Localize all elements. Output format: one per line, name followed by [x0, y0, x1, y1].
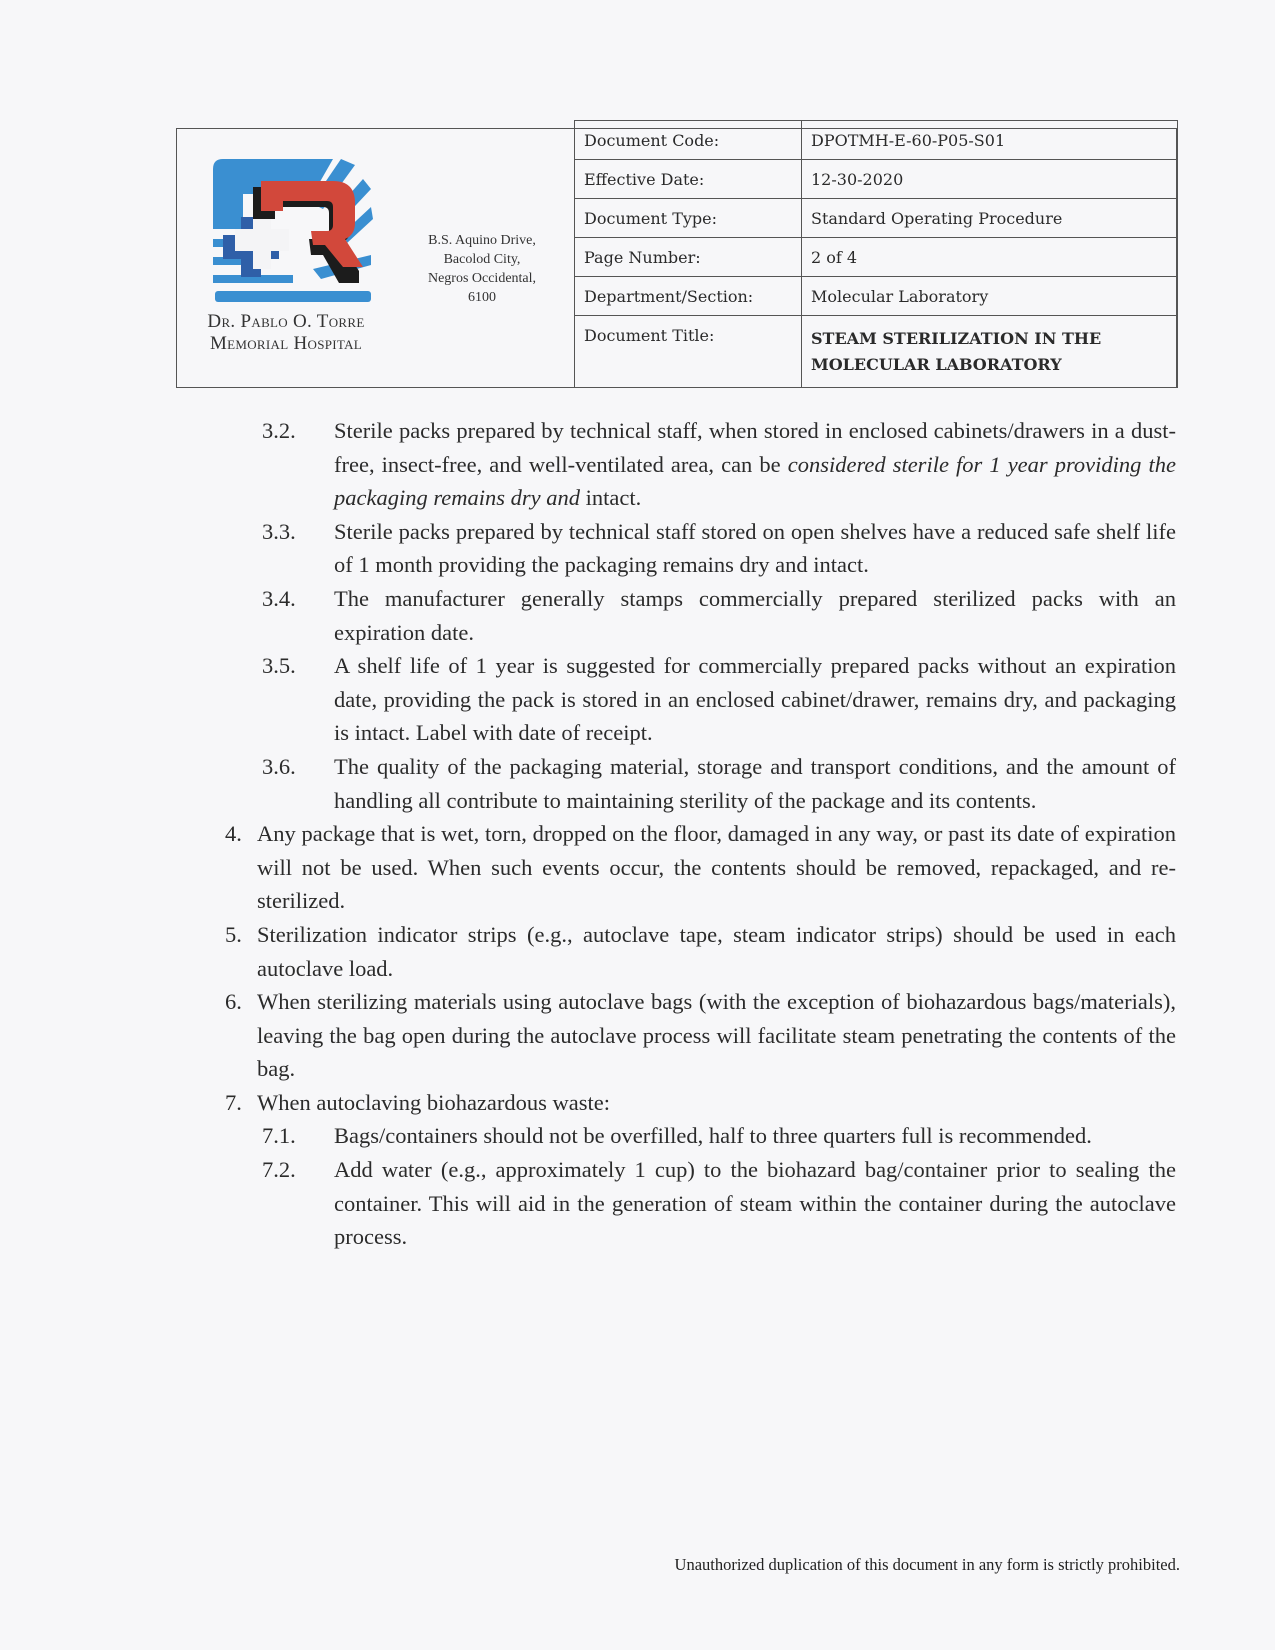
list-item-7 [225, 1086, 1176, 1120]
hospital-name [187, 311, 385, 355]
item-text: When sterilizing materials using autoclave bags (with the exception of biohazardous bags/materials), leaving the bag open during the autoclave process will facilitate steam penetrating the contents of the bag. [257, 989, 1176, 1082]
list-item-6 [225, 985, 1176, 1086]
item-text: Sterile packs prepared by technical staff stored on open shelves have a reduced safe shelf life of 1 month providing the packaging remains dry and intact. [334, 518, 1176, 578]
item-number: 7.2. [262, 1157, 296, 1183]
meta-value-department: Molecular Laboratory [802, 277, 1178, 316]
item-number: 3.6. [262, 753, 296, 779]
document-header [176, 128, 1177, 388]
hospital-address [387, 231, 577, 307]
meta-row-document-code [575, 121, 1178, 160]
meta-label: Department/Section: [575, 277, 802, 316]
meta-value-document-title [802, 316, 1178, 388]
item-text: intact. [580, 485, 642, 511]
item-text: A shelf life of 1 year is suggested for commercially prepared packs without an expiration date, providing the pack is stored in an enclosed cabinet/drawer, remains dry, and packaging is intact. Label with date of receipt. [334, 653, 1176, 746]
meta-label: Document Code: [575, 121, 802, 160]
item-text-italic: considered sterile for 1 year providing the packaging remains dry and [334, 451, 1176, 511]
address-line: B.S. Aquino Drive, [428, 233, 536, 248]
list-item-3-4 [262, 582, 1176, 649]
item-text: When autoclaving biohazardous waste: [257, 1089, 611, 1115]
meta-label: Page Number: [575, 238, 802, 277]
list-item-7-1 [262, 1119, 1176, 1153]
list-item-3-6 [262, 750, 1176, 817]
document-meta-table [574, 120, 1178, 388]
logo-area [177, 129, 574, 387]
document-body [0, 414, 1275, 1254]
logo-stripe [215, 291, 371, 302]
document-title-line: STEAM STERILIZATION IN THE [811, 329, 1102, 349]
item-number: 5. [225, 921, 242, 947]
meta-value-document-code: DPOTMH-E-60-P05-S01 [802, 121, 1178, 160]
meta-row-department [575, 277, 1178, 316]
list-item-7-2 [262, 1153, 1176, 1254]
hospital-logo-icon [213, 159, 375, 303]
item-number: 3.5. [262, 653, 296, 679]
hospital-name-line: Memorial Hospital [209, 333, 363, 354]
address-line: Negros Occidental, [427, 271, 537, 286]
meta-label: Document Title: [575, 316, 802, 388]
meta-value-document-type: Standard Operating Procedure [802, 199, 1178, 238]
meta-row-page-number [575, 238, 1178, 277]
item-number: 3.2. [262, 418, 296, 443]
hospital-name-line: Dr. Pablo O. Torre [207, 311, 365, 332]
item-number: 7. [225, 1089, 242, 1115]
meta-value-effective-date: 12-30-2020 [802, 160, 1178, 199]
item-number: 3.3. [262, 518, 296, 544]
list-item-4 [225, 817, 1176, 918]
list-item-3-5 [262, 649, 1176, 750]
address-line: 6100 [468, 290, 496, 305]
item-text: The manufacturer generally stamps commercially prepared sterilized packs with an expiration date. [334, 585, 1176, 645]
item-text: Sterilization indicator strips (e.g., autoclave tape, steam indicator strips) should be used in each autoclave load. [257, 921, 1176, 981]
meta-label: Effective Date: [575, 160, 802, 199]
meta-value-page-number: 2 of 4 [802, 238, 1178, 277]
meta-row-document-title [575, 316, 1178, 388]
meta-row-document-type [575, 199, 1178, 238]
list-item-3-3 [262, 515, 1176, 582]
item-number: 4. [225, 821, 242, 847]
meta-row-effective-date [575, 160, 1178, 199]
list-item-3-2 [262, 414, 1176, 515]
item-number: 7.1. [262, 1123, 296, 1149]
meta-label: Document Type: [575, 199, 802, 238]
item-text: The quality of the packaging material, storage and transport conditions, and the amount of handling all contribute to maintaining sterility of the package and its contents. [334, 753, 1176, 813]
footer-notice: Unauthorized duplication of this document in any form is strictly prohibited. [674, 1555, 1180, 1574]
document-title-line: MOLECULAR LABORATORY [811, 355, 1062, 375]
item-text: Sterile packs prepared by technical staff, when stored in enclosed cabinets/drawers in a dust-free, insect-free, and well-ventilated area, can be [334, 418, 1176, 477]
item-text: Add water (e.g., approximately 1 cup) to the biohazard bag/container prior to sealing the container. This will aid in the generation of steam within the container during the autoclave process. [334, 1157, 1176, 1250]
item-text: Any package that is wet, torn, dropped on the floor, damaged in any way, or past its date of expiration will not be used. When such events occur, the contents should be removed, repackaged, and re-sterilized. [257, 821, 1176, 914]
item-text: Bags/containers should not be overfilled, half to three quarters full is recommended. [334, 1123, 1092, 1149]
address-line: Bacolod City, [443, 252, 521, 267]
item-number: 6. [225, 989, 242, 1015]
item-number: 3.4. [262, 585, 296, 611]
list-item-5 [225, 918, 1176, 985]
